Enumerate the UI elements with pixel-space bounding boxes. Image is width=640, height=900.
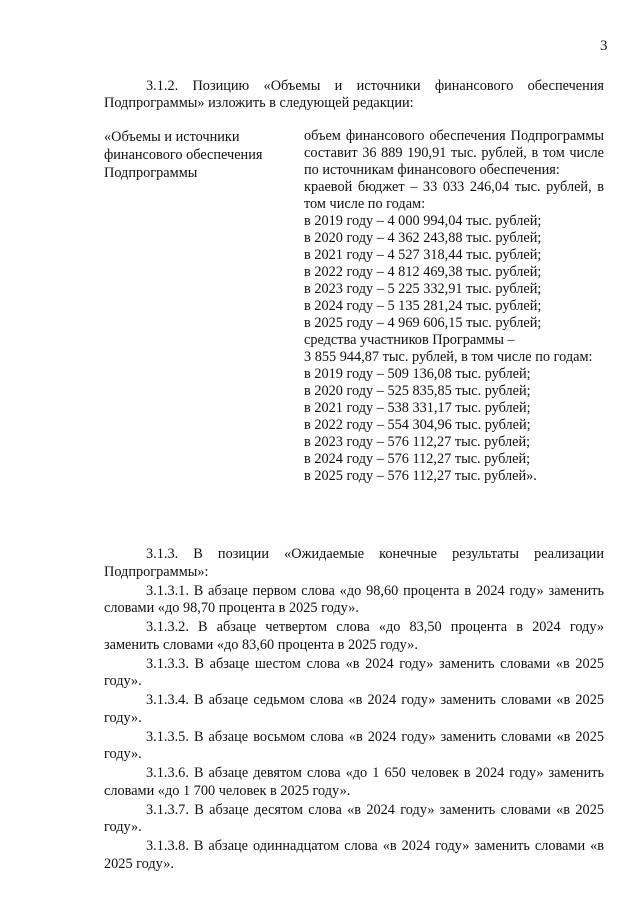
item-3-1-3-8: 3.1.3.8. В абзаце одиннадцатом слова «в 2024 году» заменить словами «в 2025 году».: [104, 838, 604, 872]
funding-details: [304, 128, 604, 485]
regional-year-2022: в 2022 году – 4 812 469,38 тыс. рублей;: [304, 264, 542, 280]
participants-year-2022: в 2022 году – 554 304,96 тыс. рублей;: [304, 417, 531, 433]
position-label: «Объемы и источники финансового обеспечения Подпрограммы: [104, 129, 263, 181]
funding-summary: объем финансового обеспечения Подпрограммы составит 36 889 190,91 тыс. рублей, в том числе по источникам финансового обеспечения:: [304, 128, 604, 178]
page-number: 3: [600, 38, 608, 54]
regional-year-2023: в 2023 году – 5 225 332,91 тыс. рублей;: [304, 281, 542, 297]
participants-year-2021: в 2021 году – 538 331,17 тыс. рублей;: [304, 400, 531, 416]
item-3-1-3-5: 3.1.3.5. В абзаце восьмом слова «в 2024 году» заменить словами «в 2025 году».: [104, 728, 604, 762]
intro-paragraph: 3.1.2. Позицию «Объемы и источники финансового обеспечения Подпрограммы» изложить в следующей редакции:: [104, 78, 604, 111]
item-3-1-3-4: 3.1.3.4. В абзаце седьмом слова «в 2024 году» заменить словами «в 2025 году».: [104, 692, 604, 726]
participants-year-2019: в 2019 году – 509 136,08 тыс. рублей;: [304, 366, 531, 382]
regional-year-2025: в 2025 году – 4 969 606,15 тыс. рублей;: [304, 315, 542, 331]
participants-heading: средства участников Программы –: [304, 332, 515, 348]
regional-year-2019: в 2019 году – 4 000 994,04 тыс. рублей;: [304, 213, 542, 229]
participants-year-2023: в 2023 году – 576 112,27 тыс. рублей;: [304, 434, 531, 450]
participants-year-2025: в 2025 году – 576 112,27 тыс. рублей».: [304, 468, 537, 484]
item-3-1-3-3: 3.1.3.3. В абзаце шестом слова «в 2024 году» заменить словами «в 2025 году».: [104, 655, 604, 689]
regional-year-2020: в 2020 году – 4 362 243,88 тыс. рублей;: [304, 230, 542, 246]
participants-year-2020: в 2020 году – 525 835,85 тыс. рублей;: [304, 383, 531, 399]
participants-total: 3 855 944,87 тыс. рублей, в том числе по годам:: [304, 349, 593, 365]
item-3-1-3-7: 3.1.3.7. В абзаце десятом слова «в 2024 году» заменить словами «в 2025 году».: [104, 801, 604, 835]
item-3-1-3-6: 3.1.3.6. В абзаце девятом слова «до 1 650 человек в 2024 году» заменить словами «до 1 700 человек в 2025 году».: [104, 765, 604, 799]
regional-year-2021: в 2021 году – 4 527 318,44 тыс. рублей;: [304, 247, 542, 263]
regional-year-2024: в 2024 году – 5 135 281,24 тыс. рублей;: [304, 298, 542, 314]
regional-budget: краевой бюджет – 33 033 246,04 тыс. рублей, в том числе по годам:: [304, 179, 604, 212]
item-3-1-3-1: 3.1.3.1. В абзаце первом слова «до 98,60 процента в 2024 году» заменить словами «до 98,70 процента в 2025 году».: [104, 582, 604, 616]
item-3-1-3: 3.1.3. В позиции «Ожидаемые конечные результаты реализации Подпрограммы»:: [104, 546, 604, 580]
amendment-items: [104, 546, 604, 875]
participants-year-2024: в 2024 году – 576 112,27 тыс. рублей;: [304, 451, 531, 467]
item-3-1-3-2: 3.1.3.2. В абзаце четвертом слова «до 83,50 процента в 2024 году» заменить словами «до 83,60 процента в 2025 году».: [104, 619, 604, 653]
